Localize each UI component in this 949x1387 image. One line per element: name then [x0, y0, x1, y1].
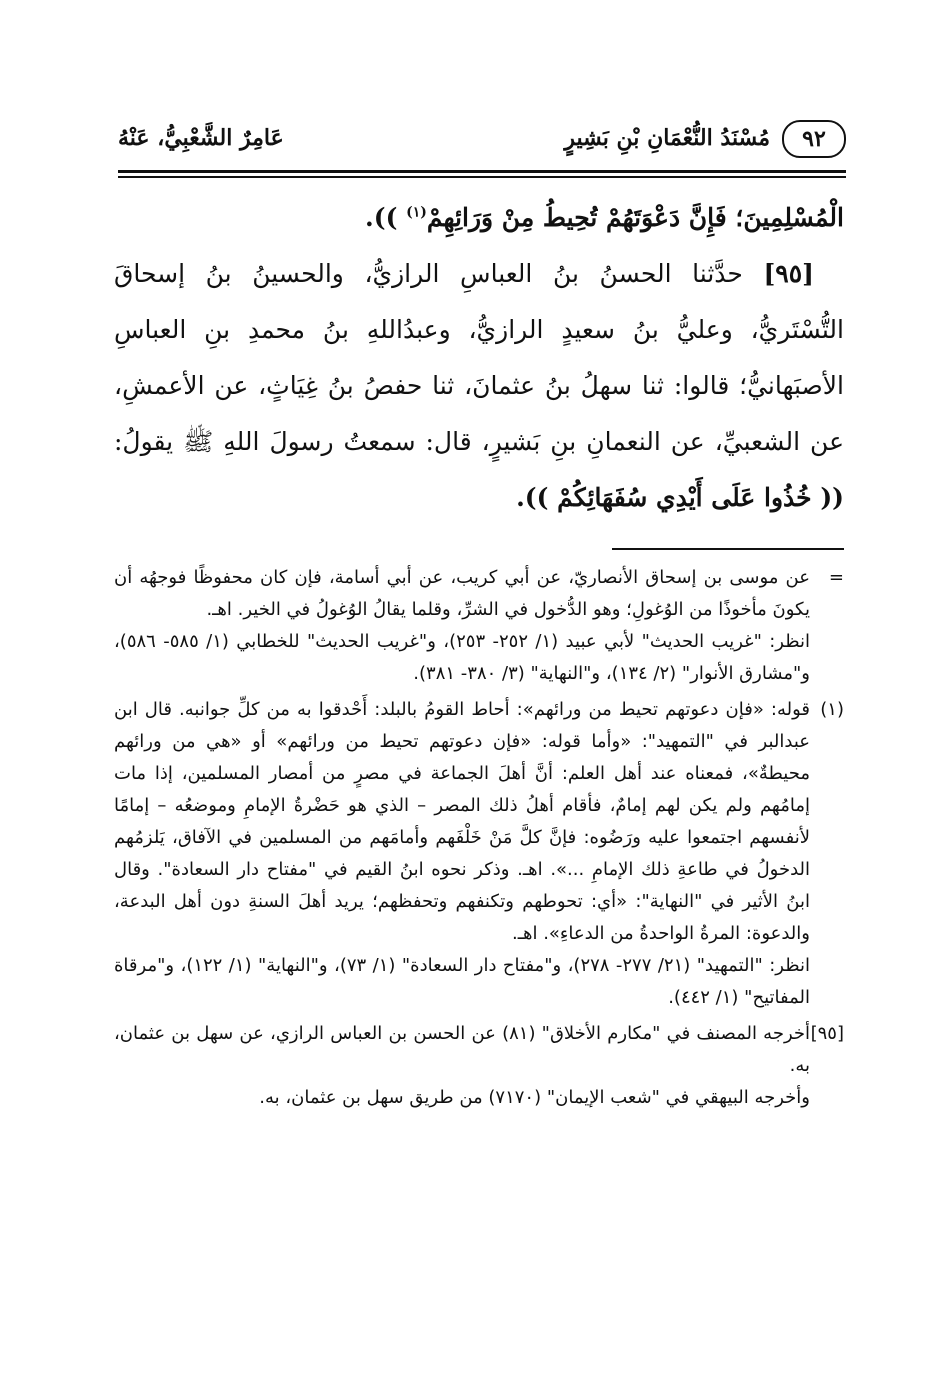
footnote-ref[interactable]: (١) — [406, 204, 427, 221]
hadith-text: حدَّثنا الحسنُ بنُ العباسِ الرازيُّ، والحسينُ بنُ إسحاقَ التُّسْتَريُّ، وعليُّ بنُ سعيدٍ الرازيُّ، وعبدُاللهِ بنُ محمدِ بنِ العباسِ الأصبَهانيُّ؛ قالوا: ثنا سهلُ بنُ عثمانَ، ثنا حفصُ بنُ غِيَاثٍ، عن الأعمشِ، عن الشعبيِّ، عن النعمانِ بنِ بَشيرٍ، قال: سمعتُ رسولَ اللهِ ﷺ يقولُ: — [114, 259, 844, 456]
footnote-paragraph: عن موسى بن إسحاق الأنصاريّ، عن أبي كريب، عن أبي أسامة، فإن كان محفوظًا فوجهُه أن يكونَ مأخوذًا من الوُغولِ؛ وهو الدُّخول في الشرِّ، وقلما يقالُ الوُغولُ في الخير. اهـ. — [114, 567, 810, 620]
footnote-paragraph: انظر: "التمهيد" (٢١/ ٢٧٧- ٢٧٨)، و"مفتاح دار السعادة" (١/ ٧٣)، و"النهاية" (١/ ١٢٢)، و"مرقاة المفاتيح" (١/ ٤٤٢). — [114, 955, 810, 1008]
continuation-line: الْمُسْلِمِينَ؛ فَإِنَّ دَعْوَتَهُمْ تُحِيطُ مِنْ وَرَائِهِمْ$^{(١)}$ )). — [365, 203, 844, 232]
footnote-paragraph: قوله: «فإن دعوتهم تحيط من ورائهم»: أحاط القومُ بالبلد: أَحْدقوا به من كلِّ جوانبه. قال ابن عبدالبر في "التمهيد": «وأما قوله: «فإن دعوتهم تحيط من ورائهم» أو «هي من ورائهم محيطةٌ»، فمعناه عند أهل العلم: أنَّ أهلَ الجماعة في مصرٍ من أمصار المسلمين، إذا مات إمامُهم ولم يكن لهم إمامٌ، فأقام أهلُ ذلك المصر – الذي هو حَضْرةُ الإمامِ وموضعُه – إمامًا لأنفسهم اجتمعوا عليه ورَضُوه: فإنَّ كلَّ مَنْ خَلْفَهم وأمامَهم من المسلمين في الآفاق، يَلزمُهم الدخولُ في طاعةِ ذلك الإمامِ ...». اهـ. وذكر نحوه ابنُ القيم في "مفتاح دار السعادة". وقال ابنُ الأثير في "النهاية": «أي: تحوطهم وتكنفهم وتحفظهم؛ يريد أهلَ السنةِ دون أهل البدعة، والدعوة: المرةُ الواحدةُ من الدعاءِ». اهـ. — [114, 699, 810, 944]
footnote-marker: (١) — [820, 699, 844, 720]
header-rule-thin — [118, 176, 846, 178]
footnote-marker: [٩٥] — [810, 1023, 844, 1044]
hadith-quote: (( خُذُوا عَلَى أَيْدِي سُفَهَائِكُمْ )). — [516, 483, 844, 512]
hadith-paragraph — [114, 246, 844, 526]
footnotes — [114, 562, 844, 1114]
section-title: عَامِرٌ الشَّعْبِيُّ، عَنْهُ — [118, 125, 284, 151]
footnote-paragraph: أخرجه المصنف في "مكارم الأخلاق" (٨١) عن الحسن بن العباس الرازي، عن سهل بن عثمان، به. — [114, 1023, 811, 1076]
footnote-paragraph: وأخرجه البيهقي في "شعب الإيمان" (٧١٧٠) من طريق سهل بن عثمان، به. — [259, 1087, 810, 1108]
main-text — [114, 190, 844, 526]
page-number-badge: ٩٢ — [782, 120, 846, 158]
footnote-marker: = — [828, 567, 844, 588]
footnote-1 — [114, 694, 844, 1014]
running-header — [118, 118, 846, 162]
footnote-95 — [114, 1018, 844, 1114]
hadith-number: [٩٥] — [763, 259, 814, 288]
book-title: مُسْنَدُ النُّعْمَانِ بْنِ بَشِيرٍ — [564, 125, 770, 151]
footnote-separator — [612, 548, 844, 550]
header-rule-thick — [118, 170, 846, 173]
footnote-paragraph: انظر: "غريب الحديث" لأبي عبيد (١/ ٢٥٢- ٢٥٣)، و"غريب الحديث" للخطابي (١/ ٥٨٥- ٥٨٦)، و"مشارق الأنوار" (٢/ ١٣٤)، و"النهاية" (٣/ ٣٨٠- ٣٨١). — [114, 631, 811, 684]
footnote-continued — [114, 562, 844, 690]
